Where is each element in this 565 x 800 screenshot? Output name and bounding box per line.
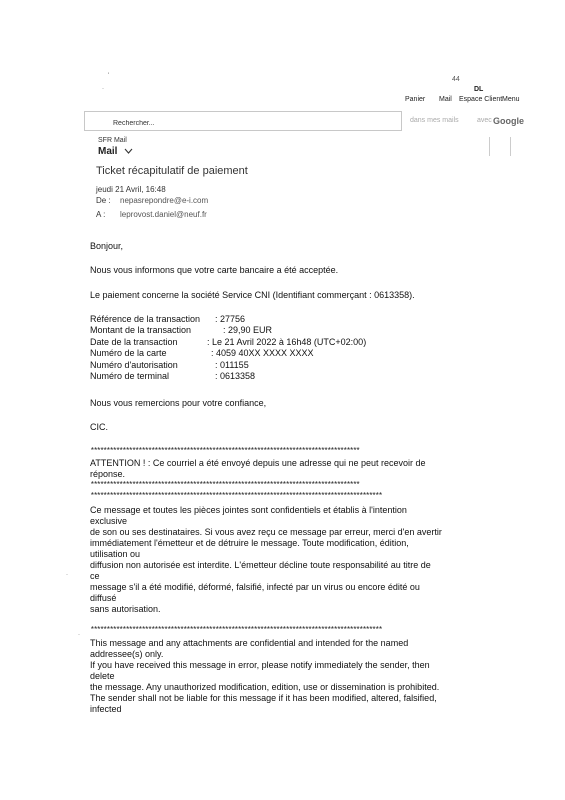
- disclaimer-line: the message. Any unauthorized modification, edition, use or dissemination is prohibited.: [90, 682, 440, 692]
- nav-mail[interactable]: Mail: [439, 96, 452, 103]
- greeting: Bonjour,: [90, 241, 124, 251]
- body-line-1: Nous vous informons que votre carte bancaire a été acceptée.: [90, 265, 339, 275]
- disclaimer-line: ce: [90, 571, 100, 581]
- nav-espace-client[interactable]: Espace Client: [459, 96, 503, 103]
- scan-mark: ': [108, 73, 110, 79]
- notification-badge: 44: [452, 76, 460, 83]
- nav-panier[interactable]: Panier: [405, 96, 426, 103]
- field-value: : 0613358: [215, 371, 256, 381]
- separator-stars: ************************************************************************************: [90, 481, 359, 490]
- disclaimer-line: diffusion non autorisée est interdite. L'émetteur décline toute responsabilité au titre de: [90, 560, 431, 570]
- sender-address[interactable]: nepasrepondre@e-i.com: [120, 196, 209, 205]
- toolbar-divider: [510, 137, 511, 156]
- disclaimer-line: delete: [90, 671, 115, 681]
- nav-menu[interactable]: Menu: [502, 96, 520, 103]
- separator-stars: ************************************************************************************: [90, 447, 359, 456]
- email-date: jeudi 21 Avril, 16:48: [96, 185, 166, 194]
- to-label: A :: [96, 210, 106, 219]
- attention-line: ATTENTION ! : Ce courriel a été envoyé depuis une adresse qui ne peut recevoir de: [90, 458, 426, 468]
- search-scope-mail[interactable]: dans mes mails: [410, 117, 459, 124]
- french-disclaimer: [90, 505, 442, 615]
- body-line-2: Le paiement concerne la société Service CNI (Identifiant commerçant : 0613358).: [90, 290, 415, 300]
- disclaimer-line: Ce message et toutes les pièces jointes sont confidentiels et établis à l'intention: [90, 505, 407, 515]
- disclaimer-line: If you have received this message in error, please notify immediately the sender, then: [90, 660, 430, 670]
- search-with: avec: [477, 117, 492, 124]
- thanks-line: Nous vous remercions pour votre confiance,: [90, 398, 267, 408]
- separator-stars: *******************************************************************************************: [90, 492, 382, 501]
- disclaimer-line: addressee(s) only.: [90, 649, 164, 659]
- from-label: De :: [96, 196, 111, 205]
- search-google-option[interactable]: Google: [493, 116, 524, 126]
- field-value: : Le 21 Avril 2022 à 16h48 (UTC+02:00): [207, 337, 367, 347]
- mailbox-selector[interactable]: [98, 146, 133, 157]
- search-box: [84, 111, 402, 131]
- recipient-address[interactable]: leprovost.daniel@neuf.fr: [120, 210, 207, 219]
- disclaimer-line: message s'il a été modifié, déformé, falsifié, infecté par un virus ou encore édité ou: [90, 582, 420, 592]
- disclaimer-line: de son ou ses destinataires. Si vous avez reçu ce message par erreur, merci d'en avertir: [90, 527, 442, 537]
- search-input[interactable]: [85, 116, 413, 132]
- scan-mark: ·: [102, 86, 104, 92]
- disclaimer-line: exclusive: [90, 516, 128, 526]
- disclaimer-line: immédiatement l'émetteur et de détruire le message. Toute modification, édition,: [90, 538, 409, 548]
- disclaimer-line: sans autorisation.: [90, 604, 161, 614]
- field-label: Référence de la transaction: [90, 314, 201, 324]
- field-label: Numéro de terminal: [90, 371, 170, 381]
- scan-mark: ·: [78, 632, 80, 638]
- app-subtitle: SFR Mail: [98, 137, 127, 144]
- email-subject: Ticket récapitulatif de paiement: [96, 165, 248, 177]
- field-value: : 27756: [215, 314, 246, 324]
- separator-stars: *******************************************************************************************: [90, 626, 382, 635]
- scan-mark: ·: [66, 572, 68, 578]
- field-label: Montant de la transaction: [90, 325, 192, 335]
- disclaimer-line: infected: [90, 704, 122, 714]
- field-label: Date de la transaction: [90, 337, 178, 347]
- disclaimer-line: The sender shall not be liable for this message if it has been modified, altered, falsified,: [90, 693, 437, 703]
- field-label: Numéro d'autorisation: [90, 360, 178, 370]
- user-initials[interactable]: DL: [474, 86, 484, 93]
- disclaimer-line: diffusé: [90, 593, 117, 603]
- attention-notice: [90, 458, 426, 480]
- english-disclaimer: [90, 638, 439, 715]
- disclaimer-line: This message and any attachments are confidential and intended for the named: [90, 638, 409, 648]
- field-value: : 011155: [215, 360, 249, 370]
- field-value: : 4059 40XX XXXX XXXX: [211, 348, 314, 358]
- field-label: Numéro de la carte: [90, 348, 167, 358]
- disclaimer-line: utilisation ou: [90, 549, 141, 559]
- toolbar-divider: [489, 137, 490, 156]
- attention-line: réponse.: [90, 469, 126, 479]
- chevron-down-icon: [124, 148, 133, 154]
- app-name: Mail: [98, 146, 118, 157]
- field-value: : 29,90 EUR: [223, 325, 273, 335]
- signature: CIC.: [90, 422, 108, 432]
